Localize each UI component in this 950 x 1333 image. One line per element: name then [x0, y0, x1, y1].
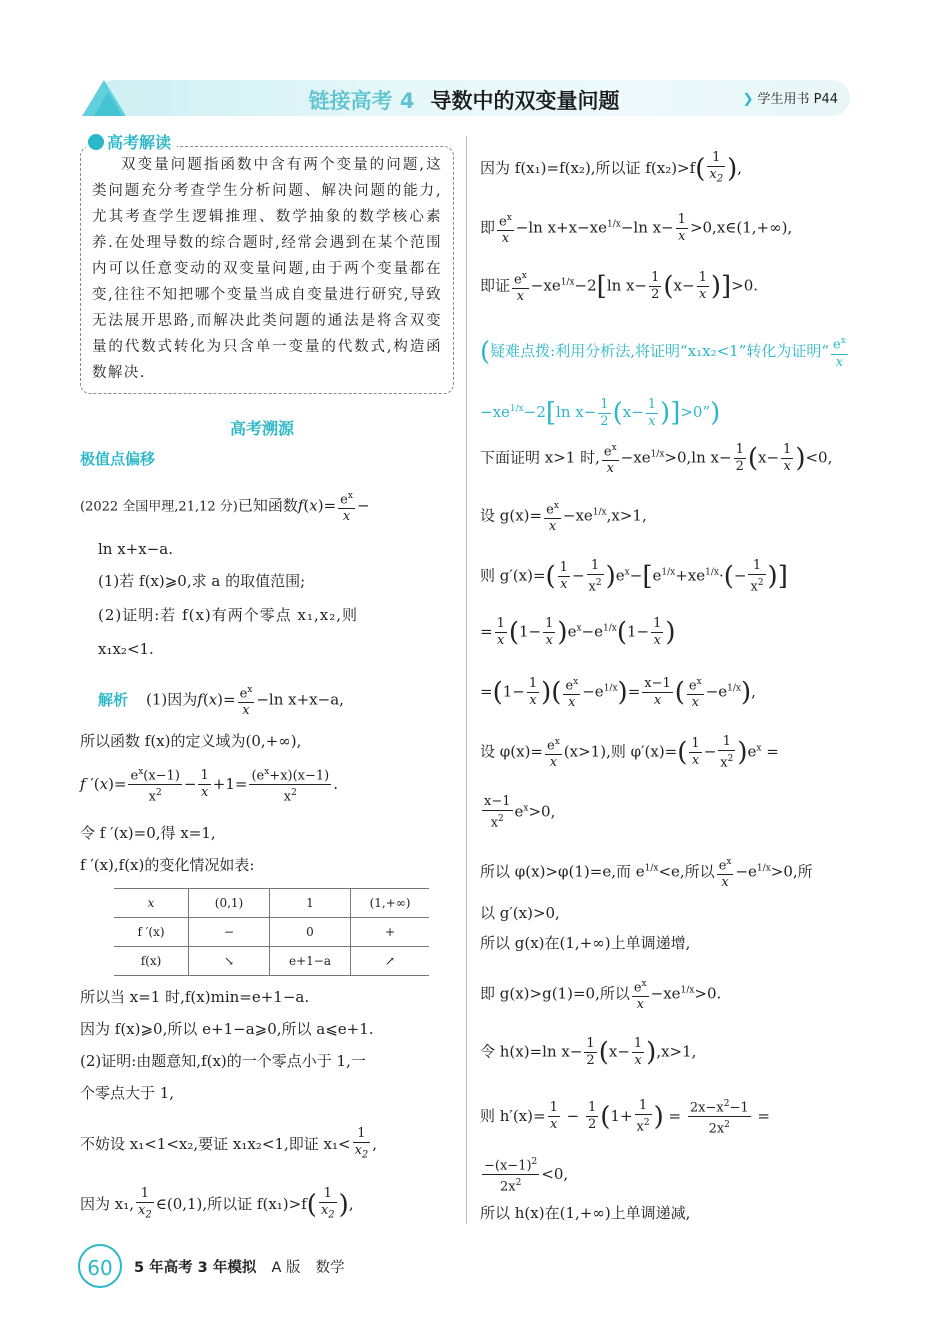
problem-line-1: (2022 全国甲理,21,12 分)已知函数f(x)= $\frac{e^x}{x}$ −	[80, 488, 370, 525]
right-line-16: $\frac{-(x-1)^2}{2x^2}$ <0,	[480, 1154, 568, 1196]
edition: A 版	[271, 1260, 301, 1276]
table-row	[114, 918, 429, 947]
s1-text: (1)因为	[146, 690, 198, 709]
table-cell: (0,1)	[189, 889, 270, 918]
r13b-text: >0.	[694, 984, 722, 1003]
right-line-4: 下面证明 x>1 时, $\frac{e^x}{x}$ $-xe^{1/x}>0,\ln$ x− $\frac{1}{2}$ (x− $\frac{1}{x}$ )<0,	[480, 440, 832, 477]
right-line-2: 即 $\frac{e^x}{x}$ −ln $x+x-xe^{1/x}-\ln$ x− $\frac{1}{x}$ >0,x∈(1,+∞),	[480, 210, 792, 247]
r1-text: 因为 f(x₁)=f(x₂),所以证 f(x₂)>f	[480, 158, 696, 177]
r10c-text: >0,所	[770, 862, 813, 881]
table-cell: x	[114, 889, 189, 918]
r9-text: 设 φ(x)=	[480, 742, 544, 761]
table-row	[114, 947, 429, 976]
s10-text: 不妨设 x₁<1<x₂,要证 x₁x₂<1,即证 x₁<	[80, 1134, 351, 1153]
s1b-text: −ln x+x−a,	[256, 690, 344, 709]
intro-label-text: 高考解读	[107, 133, 172, 152]
r5-text: 设 g(x)=	[480, 506, 543, 525]
s11-text: 因为 x₁,	[80, 1194, 135, 1213]
header-series: 链接高考 4	[308, 89, 415, 113]
solution-line-1: 解析 (1)因为f(x)= $\frac{e^x}{x}$ −ln x+x−a,	[98, 682, 344, 719]
topic-heading: 极值点偏移	[80, 450, 156, 468]
chapter-header	[78, 78, 850, 118]
r5b-text: ,x>1,	[606, 506, 647, 525]
r4b-text: >0,ln x−	[664, 448, 732, 467]
header-topic: 导数中的双变量问题	[430, 89, 620, 113]
r2d-text: >0,x∈(1,+∞),	[689, 218, 793, 237]
r3-text: 即证	[480, 276, 511, 295]
r4-text: 下面证明 x>1 时,	[480, 448, 600, 467]
solution-line-4: 令 f ′(x)=0,得 x=1,	[80, 824, 216, 842]
right-line-13: 即 g(x)>g(1)=0,所以 $\frac{e^x}{x}$ $-xe^{1/x}>0$.	[480, 976, 721, 1013]
right-line-15: 则 h′(x)= $\frac{1}{x}$ − $\frac{1}{2}$ (1+ $\frac{1}{x^2}$ ) = $\frac{2x-x^2-1}{2x^2}$ =	[480, 1096, 770, 1138]
derivative-line: f ′(x)= $\frac{e^x(x-1)}{x^2}$ − $\frac{1}{x}$ +1= $\frac{(e^x+x)(x-1)}{x^2}$ .	[80, 764, 338, 806]
c-icon	[88, 134, 104, 150]
table-cell: ↗	[351, 947, 430, 976]
right-line-6: 则 g′(x)=( $\frac{1}{x}$ − $\frac{1}{x^2}$ )$e^x-[e^{1/x}+xe^{1/x}\cdot(-$ $\frac{1}{x^2}$ )]	[480, 558, 788, 595]
table-cell: ↘	[189, 947, 270, 976]
right-line-3: 即证 $\frac{e^x}{x}$ $-xe^{1/x}-2[\ln$ x− $\frac{1}{2}$ (x− $\frac{1}{x}$ )]>0.	[480, 268, 758, 305]
right-line-11: 以 g′(x)>0,	[480, 904, 560, 922]
problem-lead: 已知函数	[237, 496, 298, 515]
r10b-text: <e,所以	[658, 862, 715, 881]
arrow-icon: ❯	[742, 92, 754, 107]
r3b-text: >0.	[731, 276, 759, 295]
table-cell: 1	[270, 889, 351, 918]
page-number: 60	[78, 1244, 122, 1288]
right-line-14: 令 h(x)=ln x− $\frac{1}{2}$ (x− $\frac{1}{x}$ ),x>1,	[480, 1036, 697, 1068]
right-line-5: 设 g(x)= $\frac{e^x}{x}$ $-xe^{1/x},x>1$,	[480, 498, 647, 535]
problem-source: (2022 全国甲理,21,12 分)	[80, 499, 238, 515]
r4c-text: <0,	[805, 448, 833, 467]
right-line-12: 所以 g(x)在(1,+∞)上单调递增,	[480, 934, 691, 952]
r15-text: 则 h′(x)=	[480, 1106, 546, 1125]
right-line-9b: $\frac{x-1}{x^2}$ $e^x>0$,	[484, 794, 556, 831]
table-cell: (1,+∞)	[351, 889, 430, 918]
student-book-ref	[743, 88, 838, 107]
table-cell: −	[189, 918, 270, 947]
table-cell: 0	[270, 918, 351, 947]
column-divider	[466, 136, 467, 1224]
problem-q1: (1)若 f(x)⩾0,求 a 的取值范围;	[98, 572, 306, 590]
problem-line-2: ln x+x−a.	[98, 540, 173, 558]
variation-table	[114, 888, 429, 976]
subject: 数学	[315, 1260, 345, 1276]
solution-label: 解析	[98, 690, 129, 709]
r13-text: 即 g(x)>g(1)=0,所以	[480, 984, 630, 1003]
right-line-7: = $\frac{1}{x}$ (1− $\frac{1}{x}$ )$e^x-e^{1/x}(1-$ $\frac{1}{x}$ )	[480, 616, 676, 648]
r9b-text: (x>1),则 φ′(x)=	[563, 742, 678, 761]
problem-q2b: x₁x₂<1.	[98, 640, 154, 658]
footer-book	[134, 1256, 345, 1277]
r14-text: 令 h(x)=ln x−	[480, 1042, 583, 1061]
table-cell: +	[351, 918, 430, 947]
source-heading: 高考溯源	[230, 419, 295, 438]
right-line-17: 所以 h(x)在(1,+∞)上单调递减,	[480, 1204, 691, 1222]
problem-q2: (2)证明:若 f(x)有两个零点 x₁,x₂,则	[98, 606, 359, 624]
solution-line-7: 因为 f(x)⩾0,所以 e+1−a⩾0,所以 a⩽e+1.	[80, 1020, 374, 1038]
solution-line-6: 所以当 x=1 时,f(x)min=e+1−a.	[80, 988, 310, 1006]
solution-line-11: 因为 x₁, $\frac{1}{x_2}$ ∈(0,1),所以证 f(x₁)>f( $\frac{1}{x_2}$ ),	[80, 1186, 354, 1221]
right-line-9: 设 φ(x)= $\frac{e^x}{x}$ (x>1),则 φ′(x)=( $\frac{1}{x}$ − $\frac{1}{x^2}$ )$e^x$ =	[480, 734, 779, 771]
right-line-1: 因为 f(x₁)=f(x₂),所以证 f(x₂)>f( $\frac{1}{x_2}$ ),	[480, 150, 742, 185]
table-cell: f(x)	[114, 947, 189, 976]
solution-line-8: (2)证明:由题意知,f(x)的一个零点小于 1,一	[80, 1052, 366, 1070]
r2-text: 即	[480, 218, 496, 237]
ref-text: 学生用书 P44	[757, 92, 838, 107]
header-title	[78, 85, 850, 115]
hint-note: (疑难点拨:利用分析法,将证明“x₁x₂<1”转化为证明“ $\frac{e^x}{x}$ $-xe^{1/x}-2[\ln$ x− $\frac{1}{2}$ (x− $\frac{1}{x}$ )]>0”)	[480, 322, 858, 441]
table-cell: e+1−a	[270, 947, 351, 976]
r2c-text: −ln x−	[620, 218, 674, 237]
solution-line-10: 不妨设 x₁<1<x₂,要证 x₁x₂<1,即证 x₁< $\frac{1}{x_2}$ ,	[80, 1126, 378, 1161]
solution-line-9: 个零点大于 1,	[80, 1084, 175, 1102]
right-line-10: 所以 φ(x)>φ(1)=e,而 $e^{1/x}<e$,所以 $\frac{e^x}{x}$ $-e^{1/x}>0$,所	[480, 854, 813, 891]
table-cell: f ′(x)	[114, 918, 189, 947]
intro-label	[86, 130, 177, 152]
r2b-text: −ln x+x−xe	[515, 218, 607, 237]
r10-text: 所以 φ(x)>φ(1)=e,而 e	[480, 862, 645, 881]
intro-text: 双变量问题指函数中含有两个变量的问题,这类问题充分考查学生分析问题、解决问题的能力,尤其考查学生逻辑推理、数学抽象的数学核心素养.在处理导数的综合题时,经常会遇到在某个范围内可以任意变动的双变量问题,由于两个变量都在变,往往不知把哪个变量当成自变量进行研究,导致无法展开思路,而解决此类问题的通法是将含双变量的代数式转化为只含单一变量的代数式,构造函数解决.	[92, 157, 442, 381]
book-title: 5 年高考 3 年模拟	[134, 1260, 257, 1276]
s11b-text: ∈(0,1),所以证 f(x₁)>f	[155, 1194, 307, 1213]
hint-text: 疑难点拨:利用分析法,将证明“x₁x₂<1”转化为证明	[490, 342, 822, 360]
r6-text: 则 g′(x)=	[480, 566, 546, 585]
solution-line-2: 所以函数 f(x)的定义域为(0,+∞),	[80, 732, 302, 750]
r16b-text: <0,	[541, 1164, 569, 1183]
solution-line-5: f ′(x),f(x)的变化情况如表:	[80, 856, 255, 874]
r14b-text: ,x>1,	[656, 1042, 697, 1061]
right-line-8: =(1− $\frac{1}{x}$ )( $\frac{e^x}{x}$ $-e^{1/x})=$ $\frac{x-1}{x}$ ( $\frac{e^x}{x}$ $-e^{1/x}$),	[480, 674, 756, 711]
table-row	[114, 889, 429, 918]
